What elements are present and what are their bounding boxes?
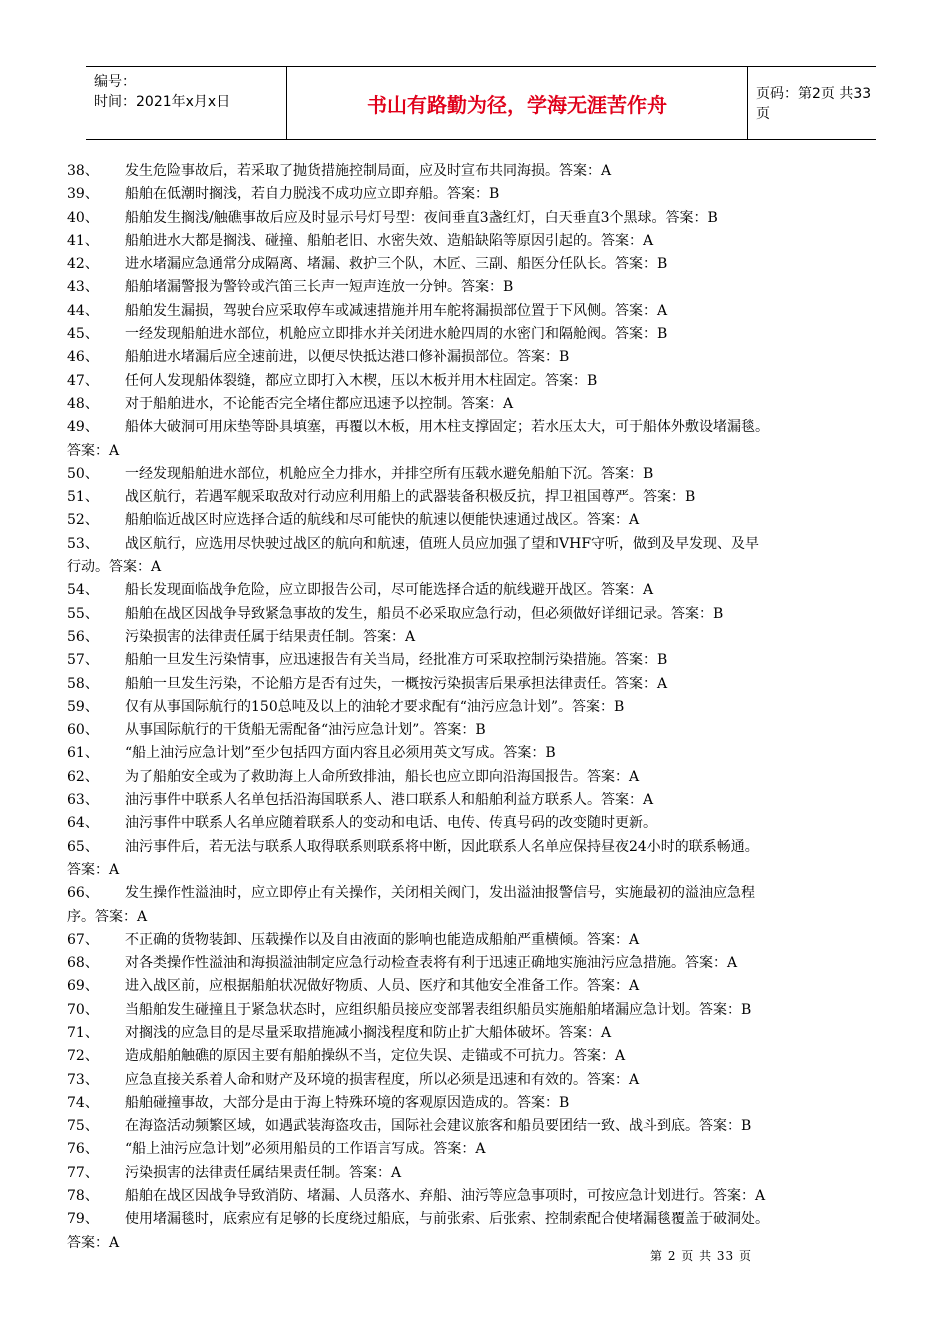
list-item xyxy=(67,999,892,1022)
item-text: 污染损害的法律责任属结果责任制。答案：A xyxy=(125,1164,402,1181)
item-text: 战区航行，若遇军舰采取敌对行动应利用船上的武器装备积极反抗，捍卫祖国尊严。答案：B xyxy=(125,489,696,506)
item-text: 造成船舶触礁的原因主要有船舶操纵不当，定位失误、走锚或不可抗力。答案：A xyxy=(125,1048,626,1065)
item-text: 在海盗活动频繁区域，如遇武装海盗攻击，国际社会建议旅客和船员要团结一致、战斗到底。答案：B xyxy=(125,1118,752,1135)
item-number: 38、 xyxy=(67,163,99,179)
item-continuation: 序。答案：A xyxy=(67,908,148,925)
item-text: “船上油污应急计划”必须用船员的工作语言写成。答案：A xyxy=(125,1141,486,1158)
list-item xyxy=(67,416,892,439)
item-number: 39、 xyxy=(67,186,99,203)
item-continuation: 答案：A xyxy=(67,861,120,878)
item-number: 64、 xyxy=(67,815,99,832)
number-label: 编号： xyxy=(94,74,136,90)
list-item xyxy=(67,1045,892,1068)
list-item xyxy=(67,626,892,649)
list-item xyxy=(67,719,892,742)
item-number: 53、 xyxy=(67,535,99,552)
item-number: 59、 xyxy=(67,698,99,715)
list-item xyxy=(67,160,892,183)
item-number: 52、 xyxy=(67,512,99,529)
list-item xyxy=(67,696,892,719)
list-item xyxy=(67,1208,892,1231)
item-number: 62、 xyxy=(67,768,99,785)
item-text: 进水堵漏应急通常分成隔离、堵漏、救护三个队，木匠、三副、船医分任队长。答案：B xyxy=(125,256,668,273)
list-item xyxy=(67,1115,892,1138)
list-item xyxy=(67,183,892,206)
list-item xyxy=(67,370,892,393)
item-text: 船舶一旦发生污染情事，应迅速报告有关当局，经批准方可采取控制污染措施。答案：B xyxy=(125,652,668,669)
item-continuation: 答案：A xyxy=(67,442,120,459)
item-text: 船长发现面临战争危险，应立即报告公司，尽可能选择合适的航线避开战区。答案：A xyxy=(125,582,654,599)
item-text: 对搁浅的应急目的是尽量采取措施减小搁浅程度和防止扩大船体破坏。答案：A xyxy=(125,1024,612,1041)
item-text: 一经发现船舶进水部位，机舱应全力排水，并排空所有压载水避免船舶下沉。答案：B xyxy=(125,465,654,482)
item-text: 对各类操作性溢油和海损溢油制定应急行动检查表将有利于迅速正确地实施油污应急措施。答案：A xyxy=(125,955,738,972)
list-item xyxy=(67,393,892,416)
item-text: 使用堵漏毯时，底索应有足够的长度绕过船底，与前张索、后张索、控制索配合使堵漏毯覆盖于破洞处。 xyxy=(125,1211,769,1228)
item-number: 43、 xyxy=(67,279,99,296)
item-text: 油污事件中联系人名单包括沿海国联系人、港口联系人和船舶利益方联系人。答案：A xyxy=(125,792,654,809)
item-number: 77、 xyxy=(67,1164,99,1181)
item-text: 对于船舶进水，不论能否完全堵住都应迅速予以控制。答案：A xyxy=(125,395,514,412)
item-number: 78、 xyxy=(67,1188,99,1205)
item-number: 75、 xyxy=(67,1118,99,1135)
item-text: 船舶碰撞事故，大部分是由于海上特殊环境的客观原因造成的。答案：B xyxy=(125,1094,570,1111)
list-item xyxy=(67,323,892,346)
list-item xyxy=(67,975,892,998)
item-number: 41、 xyxy=(67,232,99,249)
list-item xyxy=(67,603,892,626)
item-number: 44、 xyxy=(67,302,99,319)
list-item xyxy=(67,812,892,835)
list-item xyxy=(67,882,892,905)
page-header xyxy=(86,66,876,140)
item-text: 不正确的货物装卸、压载操作以及自由液面的影响也能造成船舶严重横倾。答案：A xyxy=(125,931,640,948)
item-text: 船舶发生漏损，驾驶台应采取停车或减速措施并用车舵将漏损部位置于下风侧。答案：A xyxy=(125,302,668,319)
item-text: 仅有从事国际航行的150总吨及以上的油轮才要求配有“油污应急计划”。答案：B xyxy=(125,698,625,715)
item-number: 60、 xyxy=(67,722,99,739)
page-footer: 第 2 页 共 33 页 xyxy=(650,1249,752,1263)
item-number: 70、 xyxy=(67,1001,99,1018)
header-meta xyxy=(86,67,286,139)
item-number: 57、 xyxy=(67,652,99,669)
time-label: 时间：2021年x月x日 xyxy=(94,94,231,110)
item-text: 从事国际航行的干货船无需配备“油污应急计划”。答案：B xyxy=(125,722,486,739)
item-number: 72、 xyxy=(67,1048,99,1065)
item-number: 58、 xyxy=(67,675,99,692)
item-number: 65、 xyxy=(67,838,99,855)
item-text: 船舶堵漏警报为警铃或汽笛三长声一短声连放一分钟。答案：B xyxy=(125,279,514,296)
item-text: 船舶在低潮时搁浅，若自力脱浅不成功应立即弃船。答案：B xyxy=(125,186,500,203)
item-number: 74、 xyxy=(67,1094,99,1111)
item-continuation: 答案：A xyxy=(67,1234,120,1251)
item-number: 56、 xyxy=(67,628,99,645)
list-item xyxy=(67,346,892,369)
item-text: “船上油污应急计划”至少包括四方面内容且必须用英文写成。答案：B xyxy=(125,745,556,762)
item-text: 污染损害的法律责任属于结果责任制。答案：A xyxy=(125,628,416,645)
item-number: 46、 xyxy=(67,349,99,366)
list-item xyxy=(67,533,892,556)
item-text: 战区航行，应选用尽快驶过战区的航向和航速，值班人员应加强了望和VHF守听，做到及早发现、及早 xyxy=(125,535,760,552)
item-text: 任何人发现船体裂缝，都应立即打入木楔，压以木板并用木柱固定。答案：B xyxy=(125,372,598,389)
list-item xyxy=(67,1092,892,1115)
item-number: 42、 xyxy=(67,256,99,273)
item-text: 船舶临近战区时应选择合适的航线和尽可能快的航速以便能快速通过战区。答案：A xyxy=(125,512,640,529)
item-number: 54、 xyxy=(67,582,99,599)
list-item xyxy=(67,463,892,486)
item-number: 63、 xyxy=(67,792,99,809)
item-number: 61、 xyxy=(67,745,99,762)
list-item xyxy=(67,1069,892,1092)
item-text: 船舶进水大都是搁浅、碰撞、船舶老旧、水密失效、造船缺陷等原因引起的。答案：A xyxy=(125,232,654,249)
list-item xyxy=(67,486,892,509)
item-number: 45、 xyxy=(67,326,99,343)
list-item xyxy=(67,509,892,532)
list-item xyxy=(67,929,892,952)
list-item xyxy=(67,253,892,276)
header-motto: 书山有路勤为径，学海无涯苦作舟 xyxy=(286,67,748,139)
list-item xyxy=(67,766,892,789)
list-item xyxy=(67,579,892,602)
item-number: 67、 xyxy=(67,931,99,948)
item-number: 71、 xyxy=(67,1024,99,1041)
list-item xyxy=(67,1185,892,1208)
list-item xyxy=(67,673,892,696)
item-number: 51、 xyxy=(67,489,99,506)
list-item xyxy=(67,207,892,230)
question-list xyxy=(67,160,892,1255)
item-text: 进入战区前，应根据船舶状况做好物质、人员、医疗和其他安全准备工作。答案：A xyxy=(125,978,640,995)
item-text: 发生危险事故后，若采取了抛货措施控制局面，应及时宣布共同海损。答案：A xyxy=(125,163,612,179)
item-text: 一经发现船舶进水部位，机舱应立即排水并关闭进水舱四周的水密门和隔舱阀。答案：B xyxy=(125,326,668,343)
list-item xyxy=(67,789,892,812)
list-item xyxy=(67,276,892,299)
item-number: 79、 xyxy=(67,1211,99,1228)
item-number: 48、 xyxy=(67,395,99,412)
item-text: 船体大破洞可用床垫等卧具填塞，再覆以木板，用木柱支撑固定；若水压太大，可于船体外敷设堵漏毯。 xyxy=(125,419,769,436)
item-number: 49、 xyxy=(67,419,99,436)
item-text: 为了船舶安全或为了救助海上人命所致排油，船长也应立即向沿海国报告。答案：A xyxy=(125,768,640,785)
item-number: 47、 xyxy=(67,372,99,389)
list-item xyxy=(67,1162,892,1185)
item-text: 船舶一旦发生污染，不论船方是否有过失，一概按污染损害后果承担法律责任。答案：A xyxy=(125,675,668,692)
item-number: 76、 xyxy=(67,1141,99,1158)
item-number: 68、 xyxy=(67,955,99,972)
list-item xyxy=(67,742,892,765)
item-text: 船舶在战区因战争导致消防、堵漏、人员落水、弃船、油污等应急事项时，可按应急计划进行。答案：A xyxy=(125,1188,766,1205)
item-number: 55、 xyxy=(67,605,99,622)
item-number: 50、 xyxy=(67,465,99,482)
item-number: 69、 xyxy=(67,978,99,995)
item-continuation: 行动。答案：A xyxy=(67,559,162,576)
list-item xyxy=(67,1022,892,1045)
item-text: 油污事件中联系人名单应随着联系人的变动和电话、电传、传真号码的改变随时更新。 xyxy=(125,815,657,832)
item-text: 油污事件后，若无法与联系人取得联系则联系将中断，因此联系人名单应保持昼夜24小时的联系畅通。 xyxy=(125,838,759,855)
list-item xyxy=(67,649,892,672)
header-page-label: 页码：第2页 共33页 xyxy=(756,86,872,122)
item-text: 当船舶发生碰撞且于紧急状态时，应组织船员接应变部署表组织船员实施船舶堵漏应急计划。答案：B xyxy=(125,1001,752,1018)
item-number: 40、 xyxy=(67,209,99,226)
list-item xyxy=(67,836,892,859)
list-item xyxy=(67,230,892,253)
list-item xyxy=(67,300,892,323)
item-text: 船舶在战区因战争导致紧急事故的发生，船员不必采取应急行动，但必须做好详细记录。答案：B xyxy=(125,605,724,622)
item-text: 应急直接关系着人命和财产及环境的损害程度，所以必须是迅速和有效的。答案：A xyxy=(125,1071,640,1088)
item-number: 73、 xyxy=(67,1071,99,1088)
item-text: 船舶发生搁浅/触礁事故后应及时显示号灯号型：夜间垂直3盏红灯，白天垂直3个黑球。答案：B xyxy=(125,209,718,226)
list-item xyxy=(67,1138,892,1161)
item-text: 发生操作性溢油时，应立即停止有关操作，关闭相关阀门，发出溢油报警信号，实施最初的溢油应急程 xyxy=(125,885,755,902)
list-item xyxy=(67,952,892,975)
item-text: 船舶进水堵漏后应全速前进，以便尽快抵达港口修补漏损部位。答案：B xyxy=(125,349,570,366)
item-number: 66、 xyxy=(67,885,99,902)
